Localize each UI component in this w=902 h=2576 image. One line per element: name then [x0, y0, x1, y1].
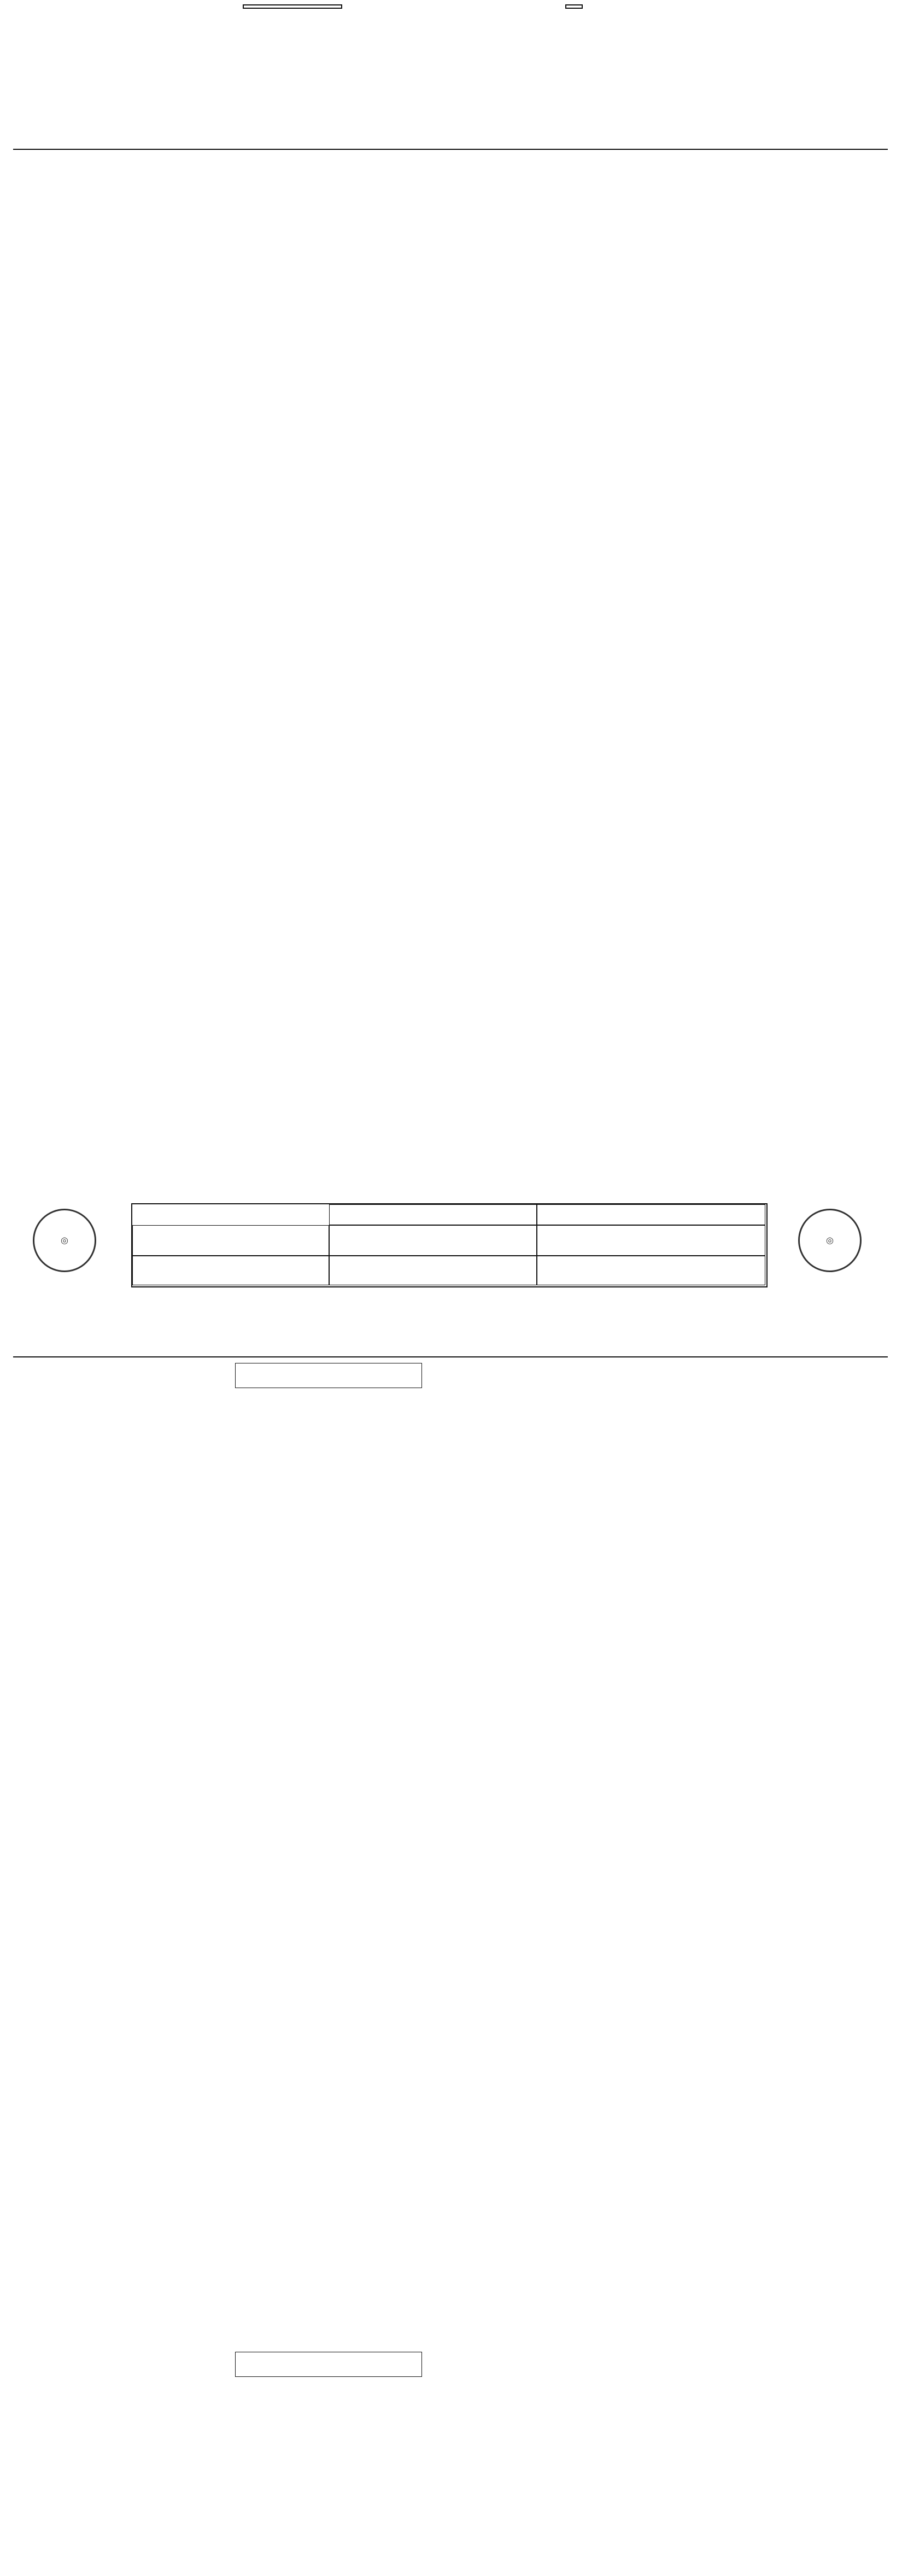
roll-number [329, 1204, 537, 1225]
crest-icon: ◎ [61, 1236, 68, 1245]
time-urdu [537, 1256, 765, 1285]
roll-label [537, 1204, 765, 1225]
marks-urdu [874, 93, 888, 112]
part-two-heading [235, 2352, 422, 2377]
paper-code [565, 4, 583, 9]
board-logo-left [33, 1209, 96, 1272]
total-marks [132, 1256, 329, 1285]
subjective-instructions [13, 1293, 888, 1296]
session-code [329, 1225, 537, 1256]
subject-part-urdu [537, 1225, 765, 1256]
time-urdu [874, 65, 888, 83]
class-part [132, 1225, 329, 1256]
crest-icon: ◎ [826, 1236, 834, 1245]
board-logo-right [798, 1209, 862, 1272]
part-rule [13, 1356, 888, 1357]
part-one-heading [235, 1363, 422, 1388]
session-years [329, 1256, 537, 1285]
objective-header [13, 0, 888, 164]
subjective-info-box [131, 1203, 768, 1287]
objective-note [13, 155, 888, 160]
header-rule [13, 149, 888, 150]
group-box [243, 4, 342, 9]
